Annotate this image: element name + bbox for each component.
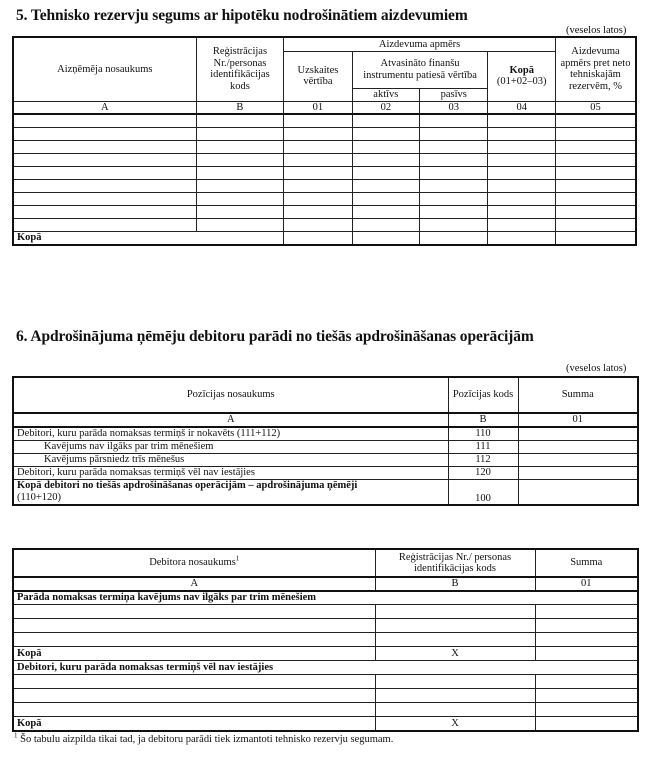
total-label: Kopā debitori no tiešās apdrošināšanas operācijām – apdrošinājuma ņēmēji [17, 480, 358, 492]
input-cell[interactable] [352, 205, 419, 218]
code-cell: 05 [555, 101, 636, 114]
input-cell[interactable] [196, 218, 284, 231]
input-cell[interactable] [375, 605, 535, 619]
table-row [13, 619, 638, 633]
input-cell[interactable] [13, 675, 375, 689]
code-row [13, 101, 636, 114]
header-borrower-name: Aizņēmēja nosaukums [13, 37, 196, 101]
header-registration-code: Reģistrācijas Nr./personas identifikācijas kods [196, 37, 284, 101]
table-row [13, 192, 636, 205]
sum-input[interactable] [518, 427, 638, 440]
input-cell[interactable] [352, 127, 419, 140]
input-cell[interactable] [284, 205, 352, 218]
input-cell[interactable] [13, 114, 196, 127]
code-cell: B [375, 577, 535, 591]
input-cell[interactable] [375, 675, 535, 689]
table-row [13, 453, 638, 466]
total-label: Kopā [13, 717, 375, 731]
input-cell[interactable] [13, 205, 196, 218]
input-cell[interactable] [13, 689, 375, 703]
header-debtor-name [13, 549, 375, 577]
group-1-total-row [13, 647, 638, 661]
table-row [13, 427, 638, 440]
header-book-value: Uzskaites vērtība [284, 51, 352, 101]
table-row [13, 466, 638, 479]
not-applicable-mark: X [375, 717, 535, 731]
not-applicable-mark: X [375, 647, 535, 661]
code-cell: 01 [518, 413, 638, 427]
input-cell[interactable] [488, 153, 555, 166]
input-cell[interactable] [420, 140, 488, 153]
input-cell[interactable] [420, 179, 488, 192]
mortgage-loans-table [12, 36, 637, 246]
group-2-title: Debitori, kuru parāda nomaksas termiņš vēl nav iestājies [13, 661, 638, 675]
header-sum: Summa [535, 549, 638, 577]
input-cell[interactable] [555, 192, 636, 205]
input-cell[interactable] [555, 231, 636, 245]
total-row [13, 479, 638, 505]
sum-input[interactable] [518, 466, 638, 479]
input-cell[interactable] [284, 127, 352, 140]
input-cell[interactable] [13, 633, 375, 647]
input-cell[interactable] [488, 127, 555, 140]
input-cell[interactable] [13, 192, 196, 205]
header-position-name: Pozīcijas nosaukums [13, 377, 448, 413]
header-registration-code: Reģistrācijas Nr./ personas identifikācijas kods [375, 549, 535, 577]
input-cell[interactable] [196, 140, 284, 153]
row-label: Debitori, kuru parāda nomaksas termiņš vēl nav iestājies [13, 466, 448, 479]
input-cell[interactable] [13, 140, 196, 153]
code-cell: A [13, 413, 448, 427]
row-code: 110 [448, 427, 518, 440]
input-cell[interactable] [555, 166, 636, 179]
table-row [13, 703, 638, 717]
table-row [13, 689, 638, 703]
input-cell[interactable] [555, 179, 636, 192]
input-cell[interactable] [196, 205, 284, 218]
input-cell[interactable] [555, 218, 636, 231]
direct-insurance-debtors-table [12, 376, 639, 506]
input-cell[interactable] [13, 619, 375, 633]
input-cell[interactable] [535, 703, 638, 717]
input-cell[interactable] [375, 703, 535, 717]
input-cell[interactable] [420, 218, 488, 231]
input-cell[interactable] [488, 205, 555, 218]
table-row [13, 166, 636, 179]
input-cell[interactable] [352, 218, 419, 231]
sum-input[interactable] [518, 479, 638, 505]
table-row [13, 440, 638, 453]
input-cell[interactable] [196, 153, 284, 166]
table-row [13, 179, 636, 192]
input-cell[interactable] [420, 153, 488, 166]
input-cell[interactable] [488, 231, 555, 245]
input-cell[interactable] [352, 153, 419, 166]
input-cell[interactable] [420, 114, 488, 127]
input-cell[interactable] [352, 166, 419, 179]
input-cell[interactable] [13, 605, 375, 619]
input-cell[interactable] [284, 140, 352, 153]
total-label: Kopā [13, 647, 375, 661]
input-cell[interactable] [555, 153, 636, 166]
input-cell[interactable] [13, 179, 196, 192]
header-position-code: Pozīcijas kods [448, 377, 518, 413]
section-6-title: 6. Apdrošinājuma ņēmēju debitoru parādi no tiešās apdrošināšanas operācijām [16, 328, 534, 345]
table-row [13, 205, 636, 218]
header-total-formula: (01+02–03) [496, 76, 547, 87]
row-code: 111 [448, 440, 518, 453]
input-cell[interactable] [555, 127, 636, 140]
code-cell: A [13, 101, 196, 114]
input-cell[interactable] [196, 127, 284, 140]
input-cell[interactable] [13, 703, 375, 717]
footnote-mark: 1 [14, 731, 18, 740]
input-cell[interactable] [535, 619, 638, 633]
row-code: 120 [448, 466, 518, 479]
row-label [13, 479, 448, 505]
group-2-total-row [13, 717, 638, 731]
input-cell[interactable] [420, 231, 488, 245]
input-cell[interactable] [488, 218, 555, 231]
table-row [13, 633, 638, 647]
table-row [13, 140, 636, 153]
code-cell: A [13, 577, 375, 591]
input-cell[interactable] [196, 192, 284, 205]
total-formula: (110+120) [17, 491, 62, 503]
input-cell[interactable] [196, 179, 284, 192]
input-cell[interactable] [352, 231, 419, 245]
input-cell[interactable] [196, 114, 284, 127]
input-cell[interactable] [284, 218, 352, 231]
section-5-unit: (veselos latos) [566, 25, 627, 36]
input-cell[interactable] [488, 140, 555, 153]
input-cell[interactable] [13, 166, 196, 179]
input-cell[interactable] [375, 689, 535, 703]
input-cell[interactable] [420, 127, 488, 140]
input-cell[interactable] [352, 140, 419, 153]
input-cell[interactable] [420, 166, 488, 179]
total-row [13, 231, 636, 245]
input-cell[interactable] [284, 153, 352, 166]
input-cell[interactable] [555, 140, 636, 153]
input-cell[interactable] [13, 127, 196, 140]
header-liabilities: pasīvs [420, 88, 488, 101]
input-cell[interactable] [352, 114, 419, 127]
table-row [13, 605, 638, 619]
header-ratio: Aizdevuma apmērs pret neto tehniskajām rezervēm, % [555, 37, 636, 101]
table-row [13, 675, 638, 689]
input-cell[interactable] [352, 192, 419, 205]
input-cell[interactable] [284, 166, 352, 179]
input-cell[interactable] [13, 153, 196, 166]
header-loan-amount: Aizdevuma apmērs [284, 37, 556, 51]
code-cell: 04 [488, 101, 555, 114]
group-1-title: Parāda nomaksas termiņa kavējums nav ilgāks par trim mēnešiem [13, 591, 638, 605]
input-cell[interactable] [375, 619, 535, 633]
input-cell[interactable] [13, 218, 196, 231]
input-cell[interactable] [284, 179, 352, 192]
input-cell[interactable] [535, 647, 638, 661]
input-cell[interactable] [535, 633, 638, 647]
code-cell: 01 [284, 101, 352, 114]
sum-input[interactable] [518, 440, 638, 453]
header-debtor-name-label: Debitora nosaukums [149, 557, 236, 569]
header-sum: Summa [518, 377, 638, 413]
input-cell[interactable] [284, 192, 352, 205]
row-label: Kavējums nav ilgāks par trim mēnešiem [13, 440, 448, 453]
input-cell[interactable] [352, 179, 419, 192]
input-cell[interactable] [420, 192, 488, 205]
input-cell[interactable] [375, 633, 535, 647]
input-cell[interactable] [535, 689, 638, 703]
footnote-mark: 1 [235, 554, 240, 563]
code-row [13, 577, 638, 591]
input-cell[interactable] [535, 605, 638, 619]
input-cell[interactable] [555, 114, 636, 127]
input-cell[interactable] [488, 166, 555, 179]
row-label: Debitori, kuru parāda nomaksas termiņš ir nokavēts (111+112) [13, 427, 448, 440]
row-label: Kavējums pārsniedz trīs mēnešus [13, 453, 448, 466]
group-header-row [13, 661, 638, 675]
code-cell: B [448, 413, 518, 427]
input-cell[interactable] [284, 231, 352, 245]
header-assets: aktīvs [352, 88, 419, 101]
table-row [13, 153, 636, 166]
header-total-label: Kopā [509, 64, 534, 76]
table-row [13, 218, 636, 231]
table-row [13, 114, 636, 127]
footnote-text: Šo tabulu aizpilda tikai tad, ja debitoru parādi tiek izmantoti tehnisko rezervju segumam. [20, 734, 394, 745]
row-code: 100 [448, 479, 518, 505]
code-cell: B [196, 101, 284, 114]
input-cell[interactable] [420, 205, 488, 218]
input-cell[interactable] [535, 675, 638, 689]
code-row [13, 413, 638, 427]
input-cell[interactable] [488, 114, 555, 127]
input-cell[interactable] [488, 192, 555, 205]
total-label: Kopā [13, 231, 284, 245]
sum-input[interactable] [518, 453, 638, 466]
input-cell[interactable] [284, 114, 352, 127]
footnote [14, 731, 394, 745]
header-total [488, 51, 555, 101]
code-cell: 03 [420, 101, 488, 114]
input-cell[interactable] [488, 179, 555, 192]
code-cell: 01 [535, 577, 638, 591]
row-code: 112 [448, 453, 518, 466]
input-cell[interactable] [196, 166, 284, 179]
section-5-title: 5. Tehnisko rezervju segums ar hipotēku nodrošinātiem aizdevumiem [16, 7, 468, 24]
input-cell[interactable] [555, 205, 636, 218]
input-cell[interactable] [535, 717, 638, 731]
table-row [13, 127, 636, 140]
header-derivatives-fair-value: Atvasināto finanšu instrumentu patiesā vērtība [352, 51, 488, 88]
section-6-unit: (veselos latos) [566, 363, 627, 374]
debtors-detail-table [12, 548, 639, 732]
group-header-row [13, 591, 638, 605]
code-cell: 02 [352, 101, 419, 114]
